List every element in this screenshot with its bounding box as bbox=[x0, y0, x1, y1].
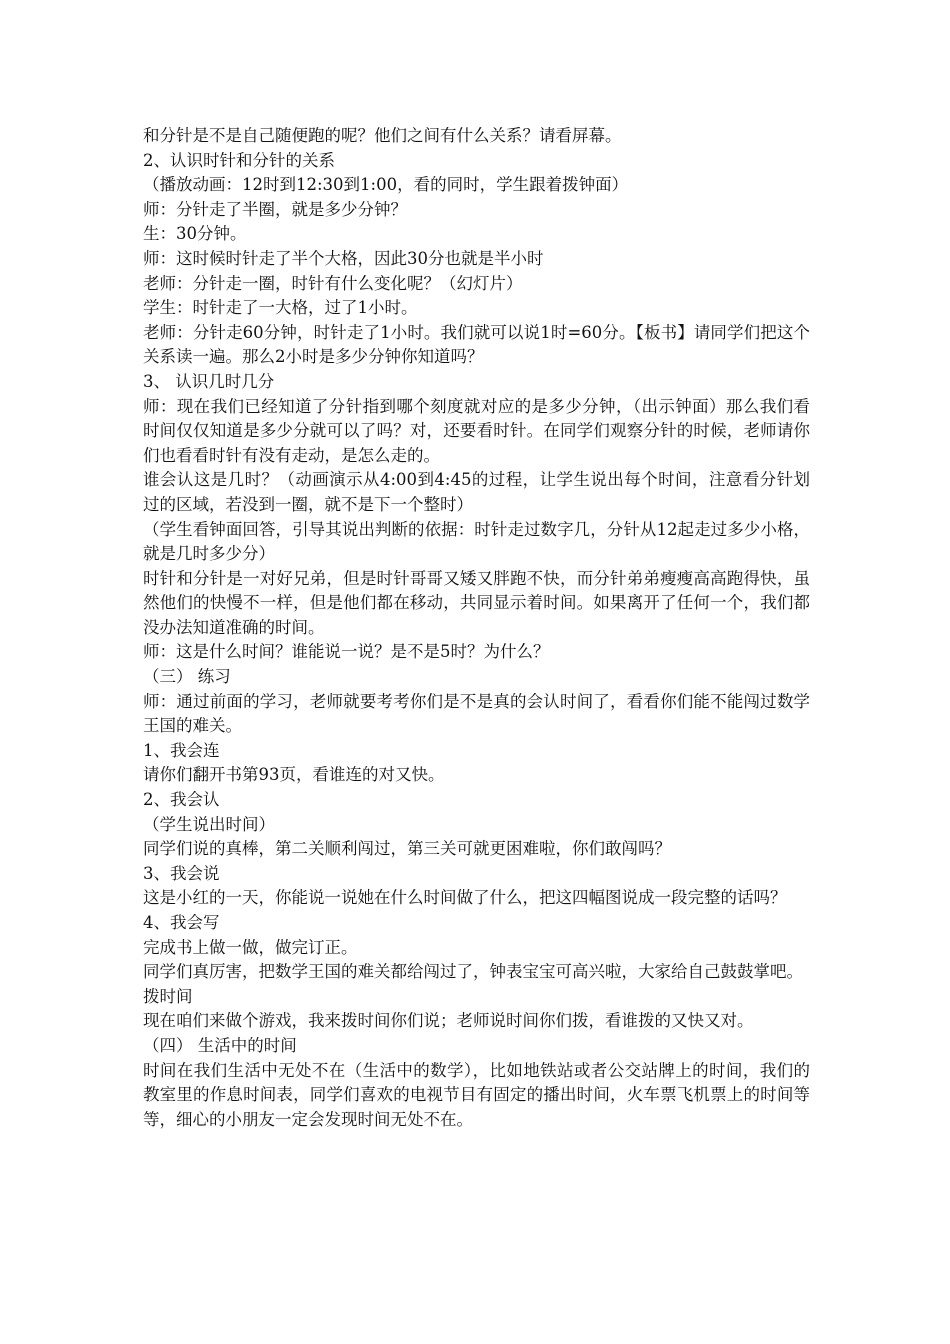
paragraph: （播放动画：12时到12:30到1:00，看的同时，学生跟着拨钟面） bbox=[143, 175, 629, 195]
section-heading: 2、我会认 bbox=[143, 790, 220, 810]
paragraph: 和分针是不是自己随便跑的呢？他们之间有什么关系？请看屏幕。 bbox=[143, 126, 622, 145]
paragraph: 师：分针走了半圈，就是多少分钟？ bbox=[143, 199, 407, 219]
section-heading: 1、我会连 bbox=[143, 740, 220, 760]
paragraph: 请你们翻开书第93页，看谁连的对又快。 bbox=[143, 765, 445, 785]
paragraph: 师：这是什么时间？谁能说一说？是不是5时？为什么？ bbox=[143, 642, 550, 662]
section-heading: （四） 生活中的时间 bbox=[143, 1035, 297, 1055]
paragraph: 师：这时候时针走了半个大格，因此30分也就是半小时 bbox=[143, 248, 544, 268]
paragraph: 师：通过前面的学习，老师就要考考你们是不是真的会认时间了，看看你们能不能闯过数学王国的难关。 bbox=[143, 691, 810, 736]
section-heading: 3、我会说 bbox=[143, 863, 220, 883]
section-heading: 4、我会写 bbox=[143, 913, 220, 932]
paragraph: 现在咱们来做个游戏，我来拨时间你们说；老师说时间你们拨，看谁拨的又快又对。 bbox=[143, 1011, 754, 1031]
paragraph: 同学们真厉害，把数学王国的难关都给闯过了，钟表宝宝可高兴啦，大家给自己鼓鼓掌吧。 bbox=[143, 962, 803, 982]
paragraph: （学生说出时间） bbox=[143, 814, 275, 834]
document-body bbox=[143, 124, 810, 1132]
paragraph: 学生：时针走了一大格，过了1小时。 bbox=[143, 298, 418, 318]
paragraph: 完成书上做一做，做完订正。 bbox=[143, 937, 358, 957]
paragraph: 老师：分针走一圈，时针有什么变化呢？（幻灯片） bbox=[143, 273, 523, 293]
paragraph: 同学们说的真棒，第二关顺利闯过，第三关可就更困难啦，你们敢闯吗？ bbox=[143, 839, 671, 859]
paragraph: 时针和分针是一对好兄弟，但是时针哥哥又矮又胖跑不快，而分针弟弟瘦瘦高高跑得快，虽然他们的快慢不一样，但是他们都在移动，共同显示着时间。如果离开了任何一个，我们都没办法知道准确的时间。 bbox=[143, 568, 810, 637]
section-heading: 3、 认识几时几分 bbox=[143, 371, 275, 391]
paragraph: 师：现在我们已经知道了分针指到哪个刻度就对应的是多少分钟，（出示钟面）那么我们看时间仅仅知道是多少分就可以了吗？对，还要看时针。在同学们观察分针的时候，老师请你们也看看时针有没有走动，是怎么走的。 bbox=[143, 396, 810, 465]
section-heading: 拨时间 bbox=[143, 986, 193, 1006]
paragraph: 时间在我们生活中无处不在（生活中的数学），比如地铁站或者公交站牌上的时间，我们的教室里的作息时间表，同学们喜欢的电视节目有固定的播出时间，火车票飞机票上的时间等等，细心的小朋友一定会发现时间无处不在。 bbox=[143, 1060, 810, 1129]
paragraph: 生：30分钟。 bbox=[143, 224, 247, 244]
section-heading: （三） 练习 bbox=[143, 667, 231, 687]
section-heading: 2、认识时针和分针的关系 bbox=[143, 150, 335, 170]
paragraph: 谁会认这是几时？（动画演示从4:00到4:45的过程，让学生说出每个时间，注意看分针划过的区域，若没到一圈，就不是下一个整时） bbox=[143, 470, 810, 514]
paragraph: 这是小红的一天，你能说一说她在什么时间做了什么，把这四幅图说成一段完整的话吗？ bbox=[143, 888, 787, 908]
paragraph: （学生看钟面回答，引导其说出判断的依据：时针走过数字几，分针从12起走过多少小格，就是几时多少分） bbox=[143, 519, 810, 564]
paragraph: 老师：分针走60分钟，时针走了1小时。我们就可以说1时=60分。【板书】请同学们把这个关系读一遍。那么2小时是多少分钟你知道吗？ bbox=[143, 322, 810, 367]
